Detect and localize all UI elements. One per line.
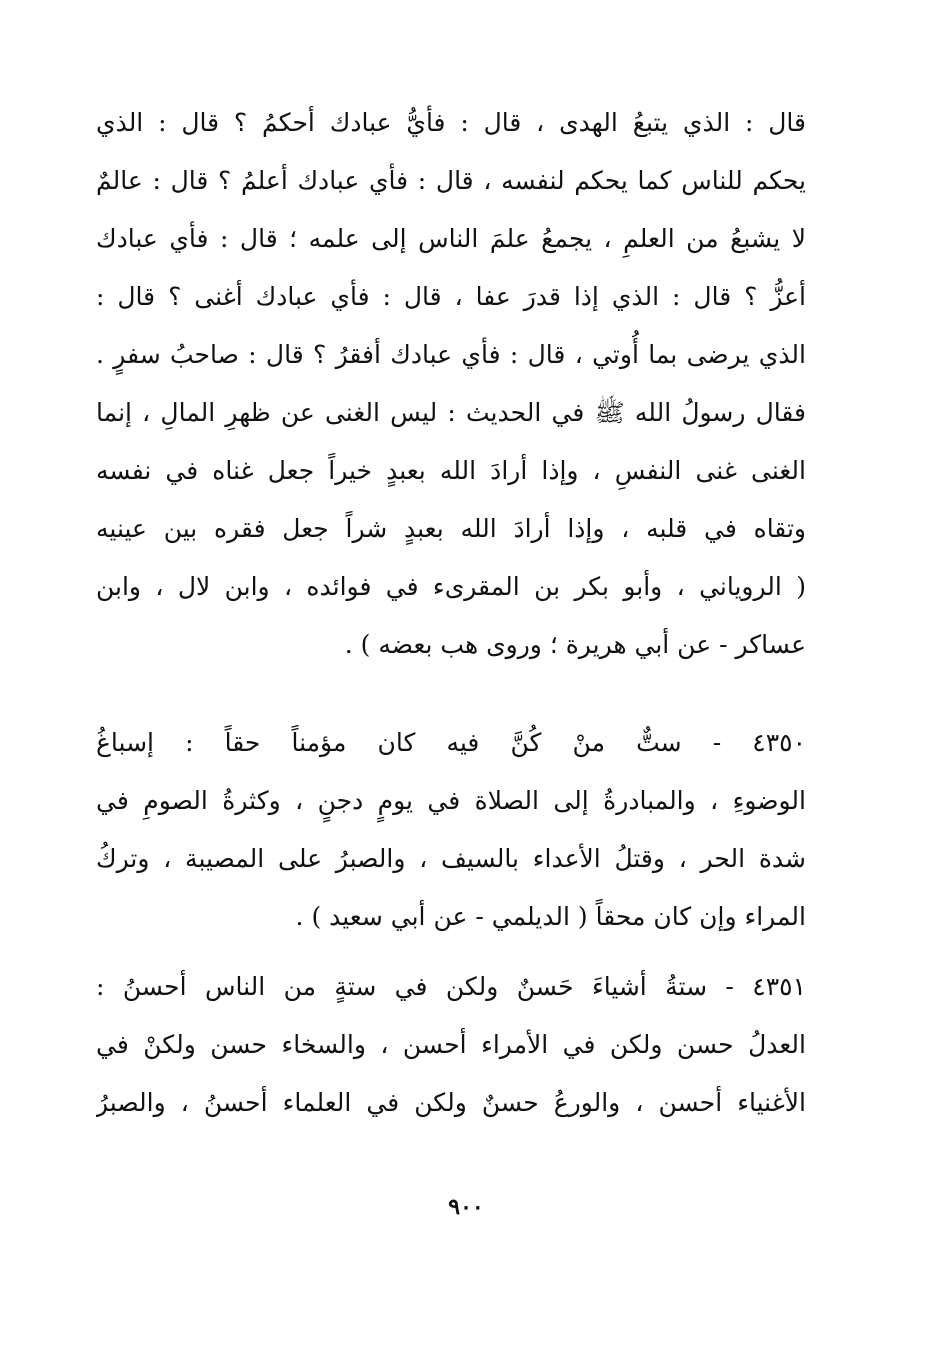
- paragraph-hadith-4350: [96, 714, 806, 946]
- text-line: الوضوءِ ، والمبادرةُ إلى الصلاة في يومٍ دجنٍ ، وكثرةُ الصومِ في: [96, 786, 806, 815]
- text-line: الأغنياء أحسن ، والورعُ حسنٌ ولكن في العلماء أحسنُ ، والصبرُ: [96, 1088, 806, 1117]
- text-line: الغنى غنى النفسِ ، وإذا أرادَ الله بعبدٍ خيراً جعل غناه في نفسه: [96, 456, 806, 485]
- text-line: قال : الذي يتبعُ الهدى ، قال : فأيُّ عبادك أحكمُ ؟ قال : الذي: [96, 108, 806, 137]
- text-line: يحكم للناس كما يحكم لنفسه ، قال : فأي عبادك أعلمُ ؟ قال : عالمٌ: [96, 166, 806, 195]
- paragraph-hadith-4351: [96, 958, 806, 1132]
- text-line: ٤٣٥٠ - ستٌّ منْ كُنَّ فيه كان مؤمناً حقاً : إسباغُ: [96, 728, 806, 757]
- text-line: العدلُ حسن ولكن في الأمراء أحسن ، والسخاء حسن ولكنْ في: [96, 1030, 806, 1059]
- text-line: وتقاه في قلبه ، وإذا أرادَ الله بعبدٍ شراً جعل فقره بين عينيه: [96, 514, 806, 543]
- text-line: الذي يرضى بما أُوتي ، قال : فأي عبادك أفقرُ ؟ قال : صاحبُ سفرٍ .: [96, 340, 806, 369]
- text-line: المراء وإن كان محقاً ( الديلمي - عن أبي سعيد ) .: [295, 902, 806, 931]
- text-line: عساكر - عن أبي هريرة ؛ وروى هب بعضه ) .: [344, 630, 806, 659]
- text-line: شدة الحر ، وقتلُ الأعداء بالسيف ، والصبرُ على المصيبة ، وتركُ: [96, 844, 806, 873]
- text-line: لا يشبعُ من العلمِ ، يجمعُ علمَ الناس إلى علمه ؛ قال : فأي عبادك: [96, 224, 806, 253]
- page-number: ٩٠٠: [448, 1194, 484, 1220]
- paragraph-hadith-continuation: [96, 94, 806, 674]
- text-line: ٤٣٥١ - ستةُ أشياءَ حَسنٌ ولكن في ستةٍ من الناس أحسنُ :: [96, 972, 806, 1001]
- text-line: ( الروياني ، وأبو بكر بن المقرىء في فوائده ، وابن لال ، وابن: [96, 572, 806, 601]
- text-line: أعزُّ ؟ قال : الذي إذا قدرَ عفا ، قال : فأي عبادك أغنى ؟ قال :: [96, 282, 806, 311]
- text-line: فقال رسولُ الله ﷺ في الحديث : ليس الغنى عن ظهرِ المالِ ، إنما: [96, 398, 806, 427]
